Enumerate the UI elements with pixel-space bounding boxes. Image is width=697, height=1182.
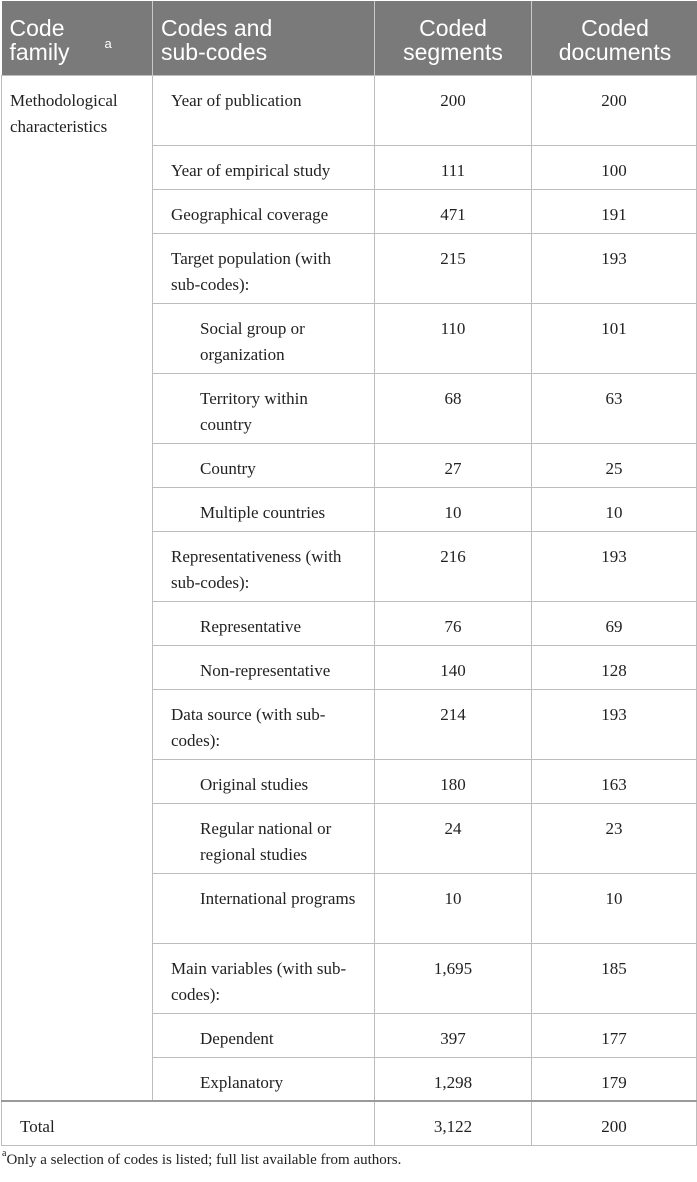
documents-cell: 200 [532, 75, 697, 145]
segments-cell: 111 [375, 145, 532, 189]
segments-cell: 1,695 [375, 943, 532, 1013]
documents-cell: 179 [532, 1057, 697, 1101]
code-cell: Explanatory [153, 1057, 375, 1101]
codes-table [1, 1, 697, 1146]
segments-cell: 10 [375, 487, 532, 531]
documents-cell: 23 [532, 803, 697, 873]
documents-cell: 100 [532, 145, 697, 189]
code-cell: Year of empirical study [153, 145, 375, 189]
documents-cell: 193 [532, 531, 697, 601]
header-documents [532, 1, 697, 75]
documents-cell: 163 [532, 759, 697, 803]
code-cell: Data source (with sub-codes): [153, 689, 375, 759]
header-code-family-label: Code family [9, 15, 70, 65]
documents-cell: 63 [532, 373, 697, 443]
footnote-text: Only a selection of codes is listed; full list available from authors. [6, 1152, 402, 1168]
code-cell: Original studies [153, 759, 375, 803]
segments-cell: 24 [375, 803, 532, 873]
table-body [2, 75, 697, 1145]
segments-cell: 1,298 [375, 1057, 532, 1101]
segments-cell: 140 [375, 645, 532, 689]
code-cell: International programs [153, 873, 375, 943]
documents-cell: 177 [532, 1013, 697, 1057]
header-documents-label: Coded documents [558, 15, 672, 65]
footnote-marker: a [2, 1148, 7, 1159]
segments-cell: 471 [375, 189, 532, 233]
documents-cell: 193 [532, 233, 697, 303]
code-cell: Main variables (with sub-codes): [153, 943, 375, 1013]
code-family-cell: Methodological characteristics [2, 75, 153, 1101]
header-segments [375, 1, 532, 75]
documents-cell: 193 [532, 689, 697, 759]
table-footnote [2, 1150, 695, 1170]
code-cell: Geographical coverage [153, 189, 375, 233]
code-cell: Multiple countries [153, 487, 375, 531]
total-documents: 200 [532, 1101, 697, 1145]
total-label: Total [2, 1101, 375, 1145]
code-cell: Year of publication [153, 75, 375, 145]
code-cell: Social group or organization [153, 303, 375, 373]
segments-cell: 215 [375, 233, 532, 303]
code-cell: Country [153, 443, 375, 487]
code-cell: Non-representative [153, 645, 375, 689]
code-cell: Representativeness (with sub-codes): [153, 531, 375, 601]
segments-cell: 180 [375, 759, 532, 803]
segments-cell: 214 [375, 689, 532, 759]
segments-cell: 10 [375, 873, 532, 943]
segments-cell: 27 [375, 443, 532, 487]
header-footnote-marker: a [104, 36, 112, 52]
documents-cell: 191 [532, 189, 697, 233]
header-code-family [2, 1, 153, 75]
documents-cell: 25 [532, 443, 697, 487]
code-cell: Regular national or regional studies [153, 803, 375, 873]
documents-cell: 69 [532, 601, 697, 645]
header-row [2, 1, 697, 75]
documents-cell: 128 [532, 645, 697, 689]
code-cell: Target population (with sub-codes): [153, 233, 375, 303]
segments-cell: 397 [375, 1013, 532, 1057]
segments-cell: 76 [375, 601, 532, 645]
documents-cell: 10 [532, 873, 697, 943]
segments-cell: 68 [375, 373, 532, 443]
code-cell: Territory within country [153, 373, 375, 443]
header-codes-label: Codes and sub-codes [161, 15, 273, 65]
total-row [2, 1101, 697, 1145]
documents-cell: 10 [532, 487, 697, 531]
documents-cell: 185 [532, 943, 697, 1013]
header-codes [153, 1, 375, 75]
code-cell: Dependent [153, 1013, 375, 1057]
header-segments-label: Coded segments [403, 15, 503, 65]
segments-cell: 200 [375, 75, 532, 145]
segments-cell: 110 [375, 303, 532, 373]
table-row [2, 75, 697, 145]
code-cell: Representative [153, 601, 375, 645]
documents-cell: 101 [532, 303, 697, 373]
segments-cell: 216 [375, 531, 532, 601]
total-segments: 3,122 [375, 1101, 532, 1145]
